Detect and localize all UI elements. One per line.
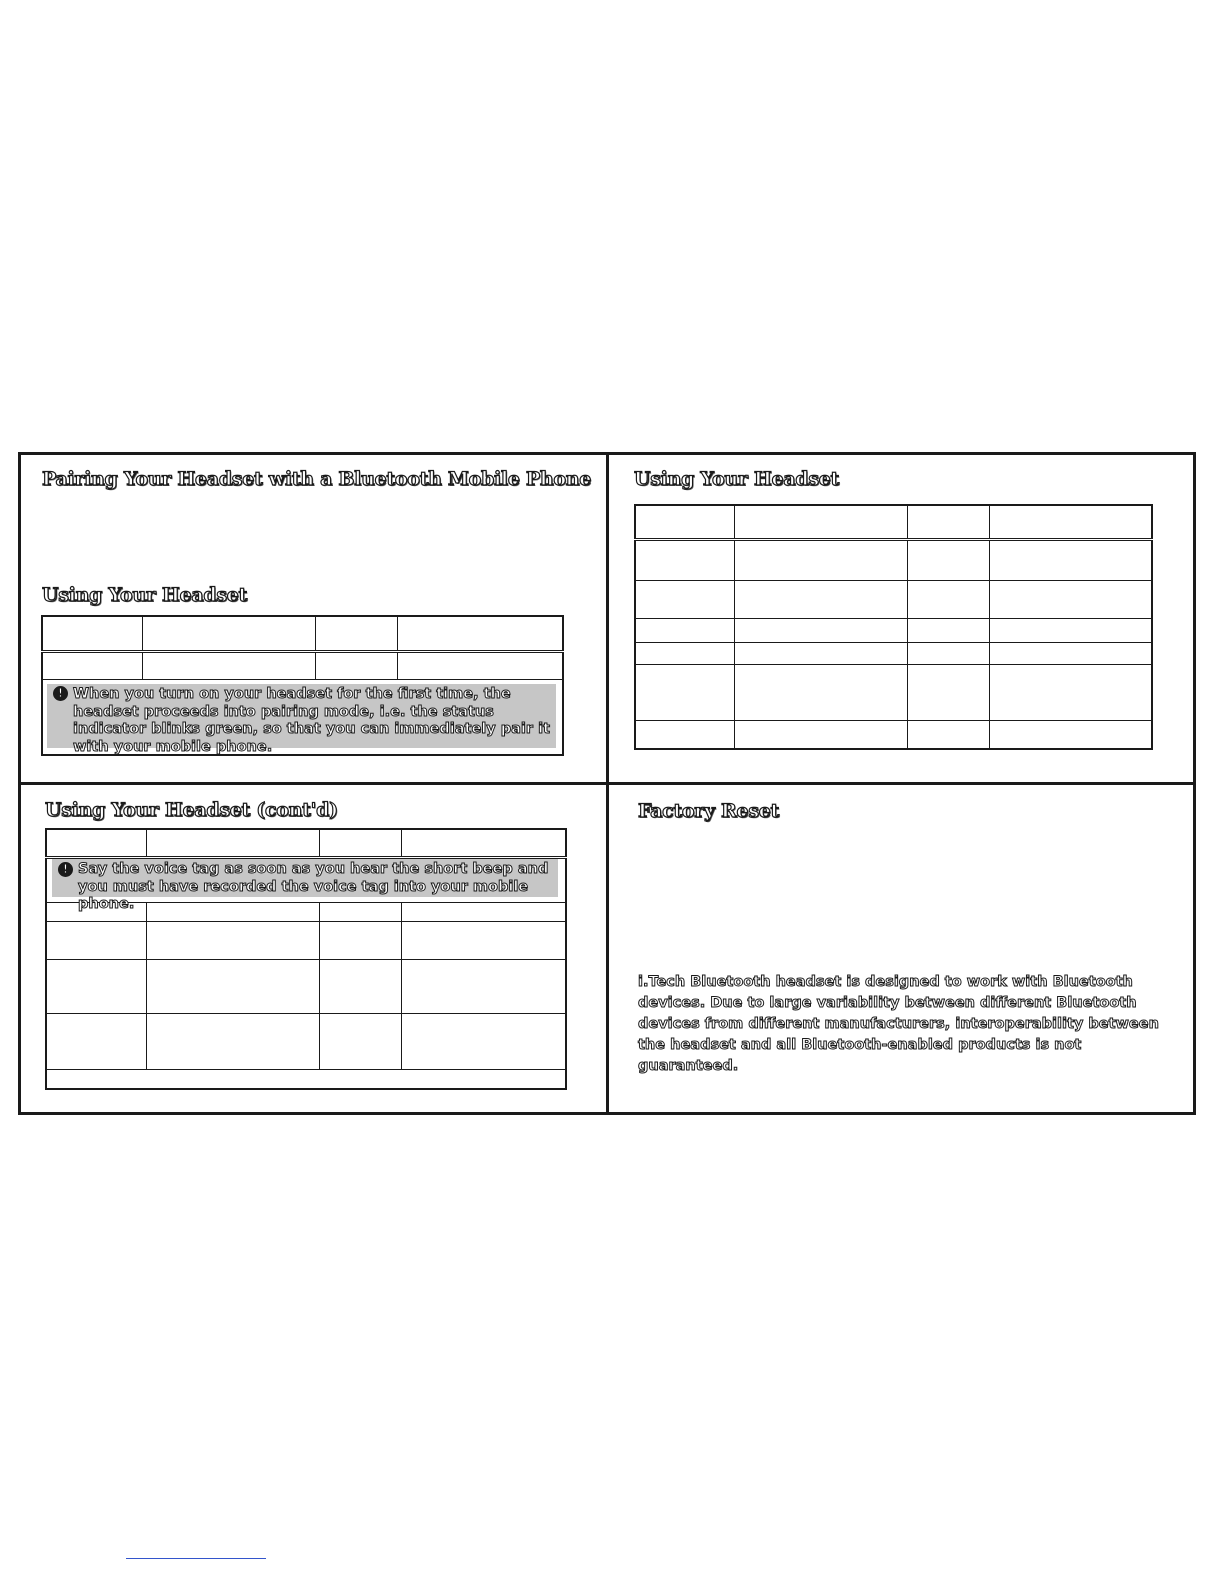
exclamation-circle-icon: ! [58,862,73,877]
using-headset-title-right: Using Your Headset [634,468,840,490]
compatibility-disclaimer: i.Tech Bluetooth headset is designed to work with Bluetooth devices. Due to large variability between different Bluetooth devices from different manufacturers, interoperability between the headset and all Bluetooth-enabled products is not guaranteed. [638,974,1159,1074]
table-row [46,1069,566,1089]
top-right-table [634,504,1153,750]
pairing-note-text: When you turn on your headset for the first time, the headset proceeds into pairing mode, i.e. the status indicator blinks green, so that you can immediately pair it with your mobile phone. [73,686,550,755]
table-header-row [635,505,1152,539]
using-headset-contd-title: Using Your Headset (cont'd) [45,799,338,821]
table-header-row [46,829,566,857]
table-row [42,651,563,679]
table-row [635,664,1152,720]
table-row [46,921,566,959]
table-row [635,580,1152,618]
voice-tag-note-text: Say the voice tag as soon as you hear the short beep and you must have recorded the voice tag into your mobile phone. [78,861,549,912]
pairing-title: Pairing Your Headset with a Bluetooth Mobile Phone [42,468,592,490]
table-row [635,618,1152,642]
exclamation-circle-icon: ! [53,686,68,701]
horizontal-divider [18,782,1196,785]
table-row [46,1013,566,1069]
pairing-note [47,684,556,755]
table-row [635,720,1152,749]
voice-tag-note [52,859,558,912]
table-row [635,642,1152,664]
footer-rule [126,1558,266,1559]
factory-reset-title: Factory Reset [638,800,779,822]
table-row [46,959,566,1013]
table-header-row [42,616,563,651]
table-row [635,539,1152,580]
using-headset-title: Using Your Headset [42,584,248,606]
